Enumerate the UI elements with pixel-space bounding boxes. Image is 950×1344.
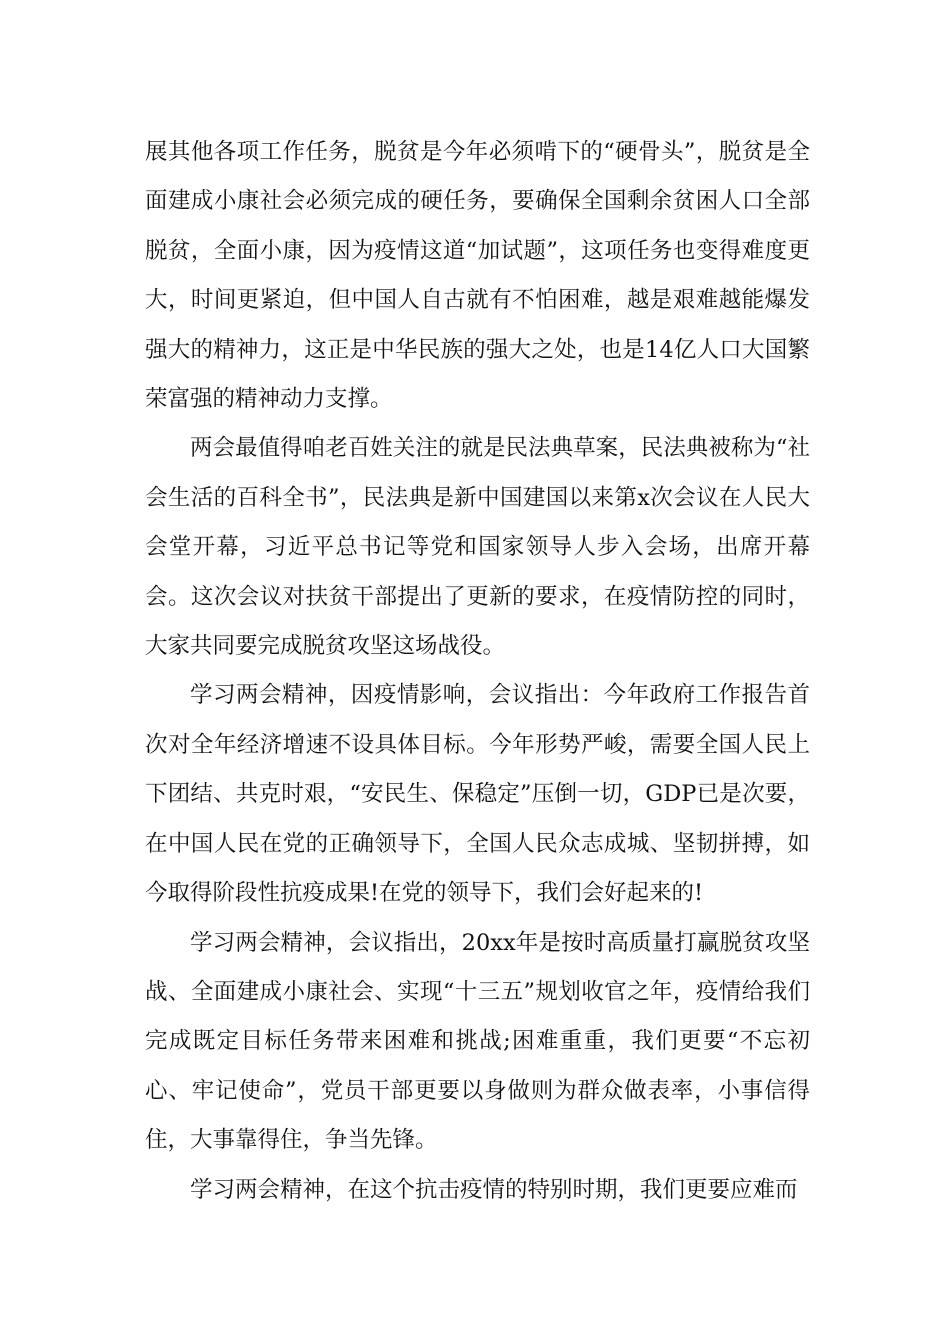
- document-body: [145, 128, 810, 1215]
- paragraph-4: 学习两会精神，会议指出，20xx年是按时高质量打赢脱贫攻坚战、全面建成小康社会、实现“十三五”规划收官之年，疫情给我们完成既定目标任务带来困难和挑战;困难重重，我们更要“不忘初心、牢记使命”，党员干部更要以身做则为群众做表率，小事信得住，大事靠得住，争当先锋。: [145, 929, 810, 1154]
- paragraph-2: 两会最值得咱老百姓关注的就是民法典草案，民法典被称为“社会生活的百科全书”，民法典是新中国建国以来第x次会议在人民大会堂开幕，习近平总书记等党和国家领导人步入会场，出席开幕会。这次会议对扶贫干部提出了更新的要求，在疫情防控的同时，大家共同要完成脱贫攻坚这场战役。: [145, 435, 810, 660]
- paragraph-5: 学习两会精神，在这个抗击疫情的特别时期，我们更要应难而: [190, 1176, 798, 1203]
- paragraph-1: 展其他各项工作任务，脱贫是今年必须啃下的“硬骨头”，脱贫是全面建成小康社会必须完成的硬任务，要确保全国剩余贫困人口全部脱贫，全面小康，因为疫情这道“加试题”，这项任务也变得难度更大，时间更紧迫，但中国人自古就有不怕困难，越是艰难越能爆发强大的精神力，这正是中华民族的强大之处，也是14亿人口大国繁荣富强的精神动力支撑。: [145, 139, 810, 413]
- paragraph-3: 学习两会精神，因疫情影响，会议指出：今年政府工作报告首次对全年经济增速不设具体目标。今年形势严峻，需要全国人民上下团结、共克时艰，“安民生、保稳定”压倒一切，GDP已是次要，在中国人民在党的正确领导下，全国人民众志成城、坚韧拼搏，如今取得阶段性抗疫成果!在党的领导下，我们会好起来的!: [145, 682, 810, 907]
